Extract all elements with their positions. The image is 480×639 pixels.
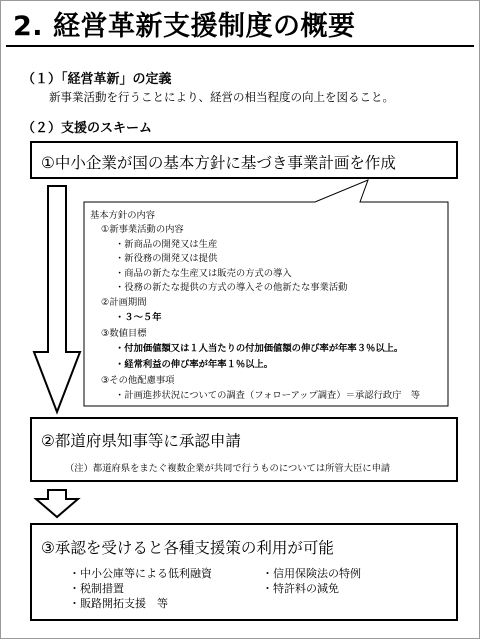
callout-sub1-item: ・商品の新たな生産又は販売の方式の導入 [115, 268, 292, 279]
section1-heading: （１）「経営革新」の定義 [22, 72, 172, 87]
section1-text: 新事業活動を行うことにより、経営の相当程度の向上を図ること。 [49, 90, 394, 104]
step1-title: ①中小企業が国の基本方針に基づき事業計画を作成 [41, 154, 396, 172]
callout-sub1-item: ・新役務の開発又は提供 [115, 253, 218, 264]
benefit-item: ・信用保険法の特例 [262, 567, 361, 580]
step3-title: ③承認を受けると各種支援策の利用が可能 [41, 539, 334, 557]
callout-sub3-item: ・付加価値額又は１人当たりの付加価値額の伸び率が年率３％以上。 [115, 343, 404, 354]
benefit-item: ・税制措置 [69, 582, 124, 595]
callout-sub1-item: ・役務の新たな提供の方式の導入その他新たな事業活動 [115, 282, 348, 293]
callout-heading: 基本方針の内容 [90, 210, 156, 221]
callout-sub1: ①新事業活動の内容 [101, 224, 184, 235]
callout-sub3-item: ・経常利益の伸び率が年率１％以上。 [115, 359, 274, 370]
callout-sub2-item: ・３～５年 [115, 312, 162, 323]
step2-title: ②都道府県知事等に承認申請 [41, 432, 241, 450]
down-arrow-short [36, 490, 78, 517]
down-arrow-long [34, 186, 80, 412]
benefit-item: ・販路開拓支援 等 [69, 597, 168, 610]
step2-box [30, 417, 458, 482]
callout-sub4: ③その他配慮事項 [101, 375, 175, 386]
callout-sub2: ②計画期間 [101, 297, 147, 308]
slide-title: 2. 経営革新支援制度の概要 [13, 11, 356, 42]
callout-sub3: ③数値目標 [101, 328, 147, 339]
step3-box [30, 523, 458, 621]
benefit-item: ・特許料の減免 [262, 582, 339, 595]
callout-sub1-item: ・新商品の開発又は生産 [115, 239, 218, 250]
callout-sub4-item: ・計画進捗状況についての調査（フォローアップ調査）＝承認行政庁 等 [115, 390, 421, 401]
step2-note: （注）都道府県をまたぐ複数企業が共同で行うものについては所管大臣に申請 [65, 463, 391, 474]
section2-heading: （２）支援のスキーム [22, 121, 153, 136]
benefit-item: ・中小公庫等による低利融資 [69, 567, 212, 580]
